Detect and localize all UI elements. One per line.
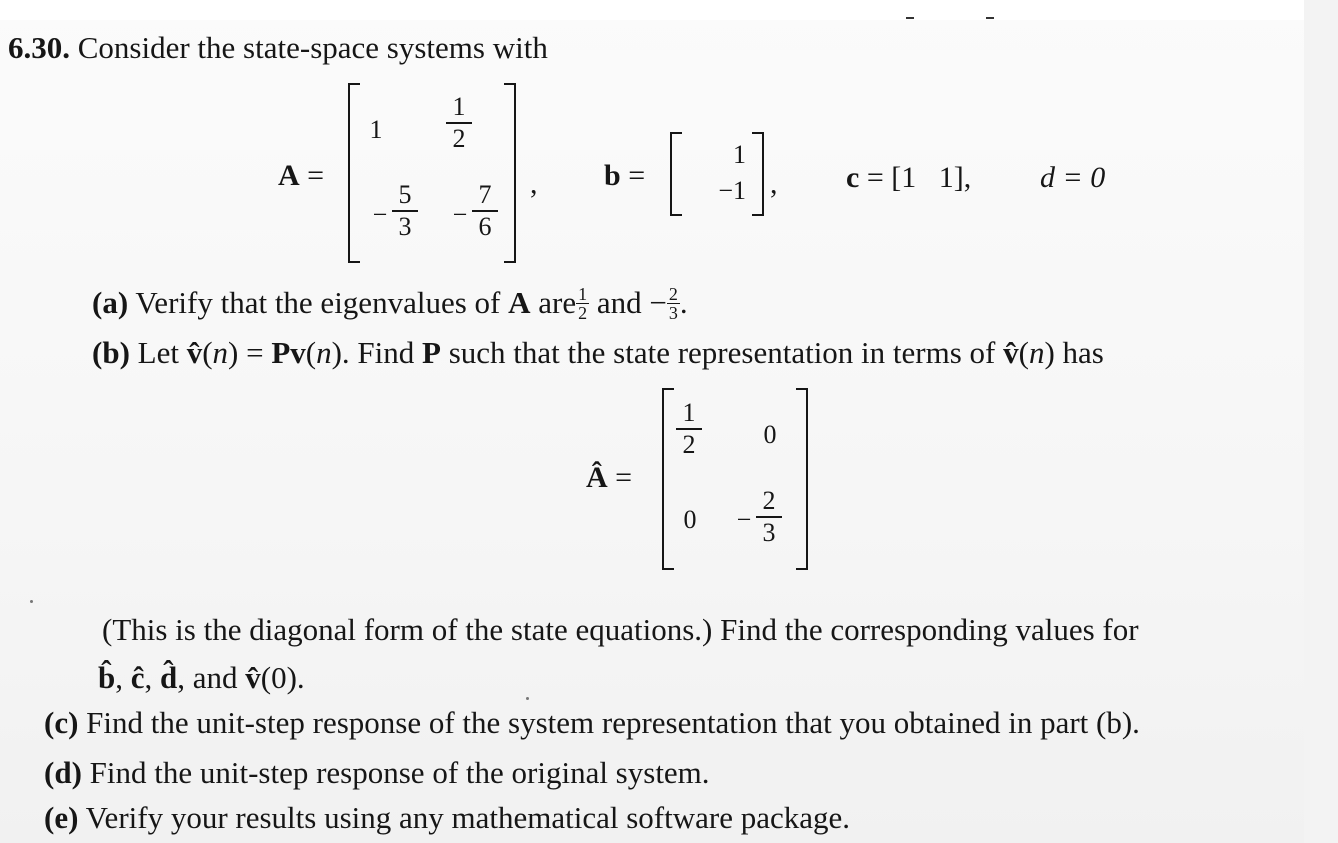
problem-intro: Consider the state-space systems with — [77, 30, 548, 65]
b1: 1 — [733, 140, 746, 169]
Ahat22: 2 3 — [756, 486, 782, 548]
A21-sign: − — [372, 200, 388, 229]
vector-b-right-bracket — [752, 132, 764, 216]
vector-c-label: c — [846, 161, 860, 194]
part-b-label: (b) — [92, 335, 130, 370]
part-b: (b) Let v̂(n) = Pv(n). Find P such that the state representation in terms of v̂(n) has — [92, 335, 1104, 370]
part-c-label: (c) — [44, 705, 79, 740]
vector-b-left-bracket — [670, 132, 682, 216]
Ahat21: 0 — [683, 505, 697, 534]
A12: 1 2 — [446, 92, 472, 154]
page-edge — [1304, 0, 1338, 843]
part-b-continuation: (This is the diagonal form of the state equations.) Find the corresponding values for — [102, 612, 1139, 647]
matrix-A-left-bracket — [348, 83, 360, 263]
A22: 7 6 — [472, 180, 498, 242]
part-c: (c) Find the unit-step response of the system representation that you obtained in part (b). — [44, 705, 1140, 740]
matrix-Ahat-equation: Â = — [586, 461, 633, 494]
matrix-A-equation: A = — [278, 159, 325, 192]
vector-c-value: [1 1], — [891, 161, 972, 194]
part-d-label: (d) — [44, 755, 82, 790]
matrix-Ahat-label: Â — [586, 461, 608, 494]
part-a-label: (a) — [92, 285, 129, 320]
matrix-A-label: A — [278, 159, 300, 192]
artifact-dot — [30, 600, 33, 603]
artifact-dot — [526, 697, 529, 700]
part-d: (d) Find the unit-step response of the original system. — [44, 755, 710, 790]
matrix-Ahat-left-bracket — [662, 388, 674, 570]
vector-b-equation: b = — [604, 159, 646, 192]
artifact-mark — [906, 17, 914, 19]
matrix-Ahat-right-bracket — [796, 388, 808, 570]
A11: 1 — [369, 115, 383, 144]
A21: 5 3 — [392, 180, 418, 242]
scalar-d-equation: d = 0 — [1040, 161, 1106, 194]
vector-b-label: b — [604, 159, 621, 192]
Ahat22-sign: − — [736, 505, 752, 534]
eigenvalue-two-thirds: $\frac{2}{3}$ — [668, 284, 678, 323]
eigenvalue-one-half: $\frac{1}{2}$ — [578, 284, 588, 323]
A22-sign: − — [452, 200, 468, 229]
top-band — [0, 0, 1304, 20]
part-e-label: (e) — [44, 800, 79, 835]
part-a: (a) Verify that the eigenvalues of A are $\frac{1}{2}$ and − $\frac{2}{3}$ . — [92, 284, 688, 323]
comma: , — [770, 167, 778, 200]
part-e: (e) Verify your results using any mathematical software package. — [44, 800, 851, 835]
problem-number: 6.30. — [8, 30, 70, 65]
Ahat11: 1 2 — [676, 398, 702, 460]
part-b-continuation-2: b̂, ĉ, d̂, and v̂(0). — [98, 660, 305, 695]
vector-c-equation: c = [1 1], — [846, 161, 972, 194]
comma: , — [530, 167, 538, 200]
matrix-A-right-bracket — [504, 83, 516, 263]
artifact-mark — [986, 17, 994, 19]
b2: −1 — [718, 176, 746, 205]
Ahat12: 0 — [763, 420, 777, 449]
problem-header — [8, 30, 548, 66]
